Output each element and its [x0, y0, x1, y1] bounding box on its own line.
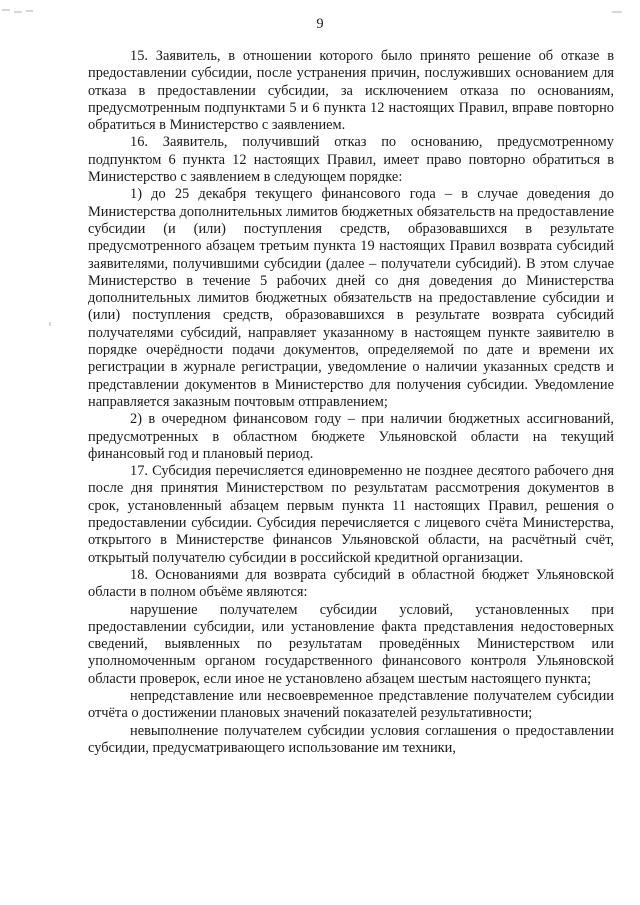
paragraph-16-item-2: 2) в очередном финансовом году – при наличии бюджетных ассигнований, предусмотренных в областном бюджете Ульяновской области на текущий финансовый год и плановый период.	[88, 411, 614, 462]
paragraph-18-ground-3: невыполнение получателем субсидии условия соглашения о предоставлении субсидии, предусматривающего использование им техники,	[88, 722, 614, 756]
paragraph-18: 18. Основаниями для возврата субсидий в областной бюджет Ульяновской области в полном объёме являются:	[88, 566, 614, 601]
page-number: 9	[316, 16, 324, 32]
paragraph-16-item-1: 1) до 25 декабря текущего финансового года – в случае доведения до Министерства дополнительных лимитов бюджетных обязательств на предоставление субсидии (и (или) поступления средств, образовавшихся в результате предусмотренного абзацем третьим пункта 19 настоящих Правил возврата субсидий заявителями, получившими субсидии (далее – получатели субсидий). В этом случае Министерство в течение 5 рабочих дней со дня доведения до Министерства дополнительных лимитов бюджетных обязательств на предоставление субсидии и (или) поступления средств, образовавшихся в результате возврата субсидий получателями субсидий, направляет указанному в настоящем пункте заявителю в порядке очерёдности подачи документов, определяемой по дате и времени их регистрации в журнале регистрации, уведомление о наличии указанных средств и представлении документов в Министерство для получения субсидии. Уведомление направляется заказным почтовым отправлением;	[88, 186, 614, 410]
paragraph-18-ground-2: непредставление или несвоевременное представление получателем субсидии отчёта о достижении плановых значений показателей результативности;	[88, 687, 614, 722]
paragraph-17: 17. Субсидия перечисляется единовременно не позднее десятого рабочего дня после дня принятия Министерством по результатам рассмотрения документов в срок, установленный абзацем первым пункта 11 настоящих Правил, решения о предоставлении субсидии. Субсидия перечисляется с лицевого счёта Министерства, открытого в Министерстве финансов Ульяновской области, на расчётный счёт, открытый получателю субсидии в российской кредитной организации.	[88, 463, 614, 566]
paragraph-15: 15. Заявитель, в отношении которого было принято решение об отказе в предоставлении субсидии, после устранения причин, послуживших основанием для отказа в предоставлении субсидии, за исключением отказа по основаниям, предусмотренным подпунктами 5 и 6 пункта 12 настоящих Правил, вправе повторно обратиться в Министерство с заявлением.	[88, 48, 614, 134]
paragraph-16: 16. Заявитель, получивший отказ по основанию, предусмотренному подпунктом 6 пункта 12 настоящих Правил, имеет право повторно обратиться в Министерство с заявлением в следующем порядке:	[88, 134, 614, 186]
paragraph-18-ground-1: нарушение получателем субсидии условий, установленных при предоставлении субсидии, или установление факта представления недостоверных сведений, выявленных по результатам проведённых Министерством или уполномоченным органом государственного финансового контроля Ульяновской области проверок, если иное не установлено абзацем шестым настоящего пункта;	[88, 601, 614, 687]
document-body	[88, 48, 614, 757]
